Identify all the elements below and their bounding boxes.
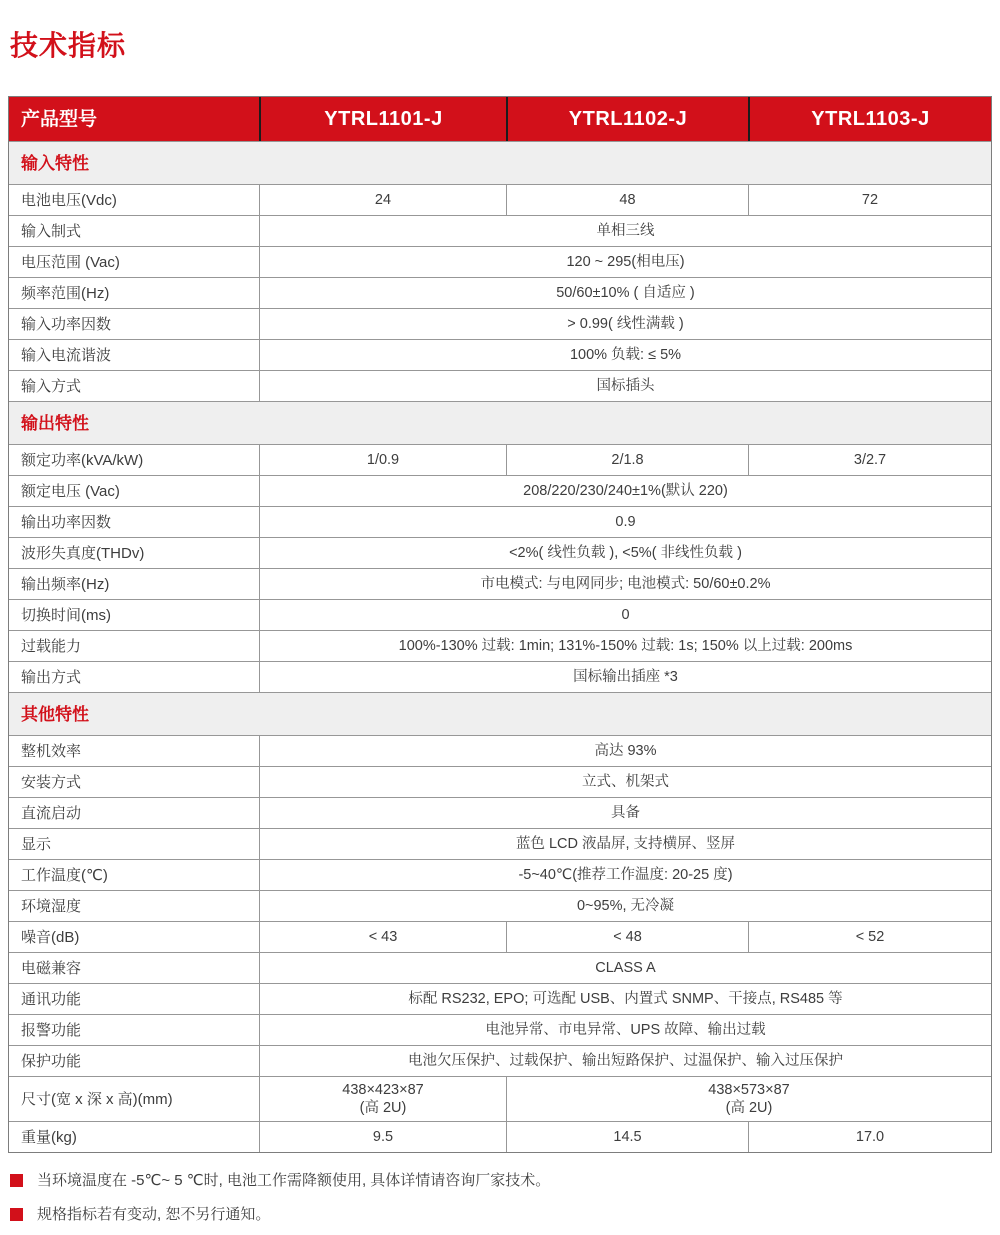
table-row-dimensions — [9, 1076, 991, 1121]
header-model-2: YTRL1102-J — [506, 97, 748, 141]
spec-label: 保护功能 — [21, 1052, 82, 1070]
table-row — [9, 506, 991, 537]
table-row — [9, 661, 991, 692]
spec-value: > 0.99( 线性满载 ) — [259, 309, 991, 339]
table-row — [9, 735, 991, 766]
footnote — [10, 1171, 992, 1191]
spec-label: 重量(kg) — [21, 1128, 77, 1146]
spec-value: 市电模式: 与电网同步; 电池模式: 50/60±0.2% — [259, 569, 991, 599]
spec-value: 2/1.8 — [506, 445, 748, 475]
spec-value: 单相三线 — [259, 216, 991, 246]
table-row — [9, 1014, 991, 1045]
table-row — [9, 308, 991, 339]
spec-label: 输入制式 — [21, 222, 82, 240]
spec-label: 安装方式 — [21, 773, 82, 791]
spec-label: 输出频率(Hz) — [21, 575, 110, 593]
spec-label: 环境湿度 — [21, 897, 82, 915]
spec-sheet-page — [0, 24, 1000, 1225]
spec-label: 噪音(dB) — [21, 928, 80, 946]
spec-label: 通讯功能 — [21, 990, 82, 1008]
spec-value: 标配 RS232, EPO; 可选配 USB、内置式 SNMP、干接点, RS485 等 — [259, 984, 991, 1014]
spec-label: 整机效率 — [21, 742, 82, 760]
dims-size: 438×423×87 — [342, 1082, 424, 1098]
spec-value: 立式、机架式 — [259, 767, 991, 797]
spec-label: 额定电压 (Vac) — [21, 482, 120, 500]
spec-value: 50/60±10% ( 自适应 ) — [259, 278, 991, 308]
footnote-text: 当环境温度在 -5℃~ 5 ℃时, 电池工作需降额使用, 具体详情请咨询厂家技术。 — [37, 1172, 551, 1189]
spec-value: < 43 — [259, 922, 506, 952]
spec-label: 电磁兼容 — [21, 959, 82, 977]
table-row — [9, 277, 991, 308]
spec-value: 17.0 — [748, 1122, 991, 1152]
footnote-text: 规格指标若有变动, 恕不另行通知。 — [37, 1206, 271, 1223]
footnote — [10, 1205, 992, 1225]
spec-label: 输入功率因数 — [21, 315, 112, 333]
table-row — [9, 339, 991, 370]
spec-value: 蓝色 LCD 液晶屏, 支持横屏、竖屏 — [259, 829, 991, 859]
spec-value: 国标输出插座 *3 — [259, 662, 991, 692]
spec-value: 120 ~ 295(相电压) — [259, 247, 991, 277]
spec-label: 过载能力 — [21, 637, 82, 655]
spec-value-dimensions — [259, 1077, 506, 1121]
spec-label: 工作温度(℃) — [21, 866, 108, 884]
table-row — [9, 537, 991, 568]
spec-label: 输出功率因数 — [21, 513, 112, 531]
dims-height: (高 2U) — [725, 1100, 773, 1116]
spec-value: < 52 — [748, 922, 991, 952]
spec-value: 9.5 — [259, 1122, 506, 1152]
spec-value: < 48 — [506, 922, 748, 952]
table-row — [9, 797, 991, 828]
table-row — [9, 890, 991, 921]
table-header-row — [9, 97, 991, 141]
spec-value: 100% 负载: ≤ 5% — [259, 340, 991, 370]
header-product-model: 产品型号 — [21, 108, 98, 130]
spec-value: 0 — [259, 600, 991, 630]
dims-height: (高 2U) — [359, 1100, 407, 1116]
section-row-other — [9, 692, 991, 735]
spec-value: 0.9 — [259, 507, 991, 537]
table-row — [9, 184, 991, 215]
spec-value: 208/220/230/240±1%(默认 220) — [259, 476, 991, 506]
table-row — [9, 568, 991, 599]
section-title: 其他特性 — [21, 704, 89, 724]
dims-size: 438×573×87 — [708, 1082, 790, 1098]
spec-value: 72 — [748, 185, 991, 215]
spec-value: 具备 — [259, 798, 991, 828]
spec-value-dimensions — [506, 1077, 991, 1121]
spec-value: <2%( 线性负载 ), <5%( 非线性负载 ) — [259, 538, 991, 568]
spec-value: 国标插头 — [259, 371, 991, 401]
spec-label: 输出方式 — [21, 668, 82, 686]
red-square-bullet-icon — [10, 1174, 23, 1187]
spec-label: 尺寸(宽 x 深 x 高)(mm) — [21, 1090, 173, 1108]
header-model-3: YTRL1103-J — [748, 97, 991, 141]
spec-label: 输入电流谐波 — [21, 346, 112, 364]
table-row — [9, 630, 991, 661]
table-row — [9, 983, 991, 1014]
spec-value: -5~40℃(推荐工作温度: 20-25 度) — [259, 860, 991, 890]
table-row — [9, 921, 991, 952]
spec-label: 报警功能 — [21, 1021, 82, 1039]
section-row-output — [9, 401, 991, 444]
table-row — [9, 1121, 991, 1152]
table-row — [9, 246, 991, 277]
spec-value: 3/2.7 — [748, 445, 991, 475]
section-title: 输入特性 — [21, 153, 89, 173]
spec-label: 输入方式 — [21, 377, 82, 395]
spec-label: 直流启动 — [21, 804, 82, 822]
spec-label: 波形失真度(THDv) — [21, 544, 145, 562]
spec-value: 高达 93% — [259, 736, 991, 766]
table-row — [9, 859, 991, 890]
spec-value: 1/0.9 — [259, 445, 506, 475]
spec-value: 24 — [259, 185, 506, 215]
spec-value: 电池欠压保护、过载保护、输出短路保护、过温保护、输入过压保护 — [259, 1046, 991, 1076]
red-square-bullet-icon — [10, 1208, 23, 1221]
spec-label: 额定功率(kVA/kW) — [21, 451, 144, 469]
page-title: 技术指标 — [10, 30, 127, 61]
table-row — [9, 444, 991, 475]
spec-label: 电池电压(Vdc) — [21, 191, 117, 209]
table-row — [9, 599, 991, 630]
table-row — [9, 370, 991, 401]
table-row — [9, 828, 991, 859]
table-row — [9, 952, 991, 983]
spec-label: 频率范围(Hz) — [21, 284, 110, 302]
spec-value: 0~95%, 无冷凝 — [259, 891, 991, 921]
spec-value: 48 — [506, 185, 748, 215]
table-row — [9, 215, 991, 246]
spec-table — [8, 96, 992, 1153]
spec-value: 电池异常、市电异常、UPS 故障、输出过载 — [259, 1015, 991, 1045]
spec-label: 切换时间(ms) — [21, 606, 111, 624]
section-row-input — [9, 141, 991, 184]
spec-label: 电压范围 (Vac) — [21, 253, 120, 271]
table-row — [9, 475, 991, 506]
table-row — [9, 1045, 991, 1076]
header-model-1: YTRL1101-J — [259, 97, 506, 141]
table-row — [9, 766, 991, 797]
footnotes — [10, 1171, 992, 1225]
section-title: 输出特性 — [21, 413, 89, 433]
spec-value: 100%-130% 过载: 1min; 131%-150% 过载: 1s; 150% 以上过载: 200ms — [259, 631, 991, 661]
spec-value: 14.5 — [506, 1122, 748, 1152]
spec-value: CLASS A — [259, 953, 991, 983]
spec-label: 显示 — [21, 835, 52, 853]
